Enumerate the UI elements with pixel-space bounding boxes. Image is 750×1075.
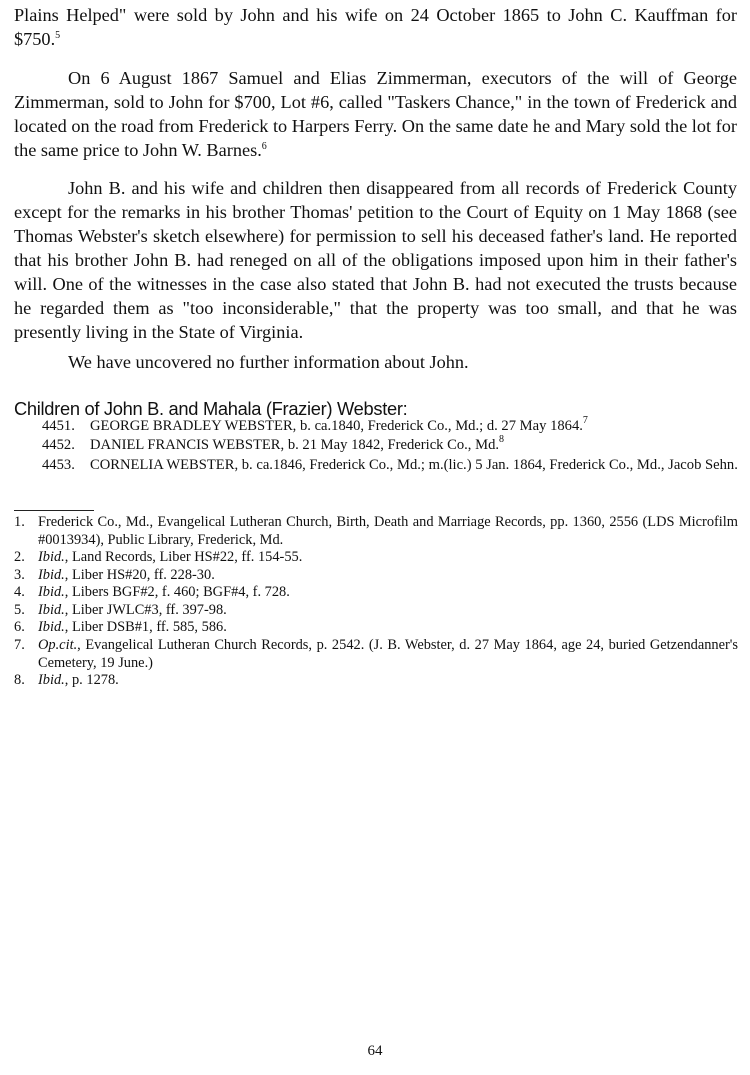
paragraph-zimmerman-sale [14,66,737,162]
footnote-body: , Land Records, Liber HS#22, ff. 154-55. [64,549,303,565]
footnote-number: 8. [14,672,25,688]
footnote-text [38,602,738,620]
footnote [14,619,738,637]
footnote [14,672,738,690]
footnote-text [38,514,738,549]
footnote [14,637,738,672]
child-entry [42,436,738,455]
child-number: 4453. [42,457,75,473]
footnote-abbrev: Ibid. [38,549,65,565]
footnote-abbrev: Ibid. [38,672,65,688]
footnote-number: 4. [14,584,25,600]
paragraph-text: On 6 August 1867 Samuel and Elias Zimmerman, executors of the will of George Zimmerman, sold to John for $700, Lot #6, called "Taskers Chance," in the town of Frederick and located on the road from Frederick to Harpers Ferry. On the same date he and Mary sold the lot for the same price to John W. Barnes. [14,68,737,160]
footnote-body: , p. 1278. [64,672,119,688]
footnote-body: , Evangelical Lutheran Church Records, p. 2542. (J. B. Webster, d. 27 May 1864, age 24, buried Getzendanner's Cemetery, 19 June.) [38,637,738,671]
footnote [14,549,738,567]
footnote-number: 5. [14,602,25,618]
footnote-ref: 5 [55,30,61,41]
footnote-number: 7. [14,637,25,653]
footnote-ref: 6 [261,141,267,152]
footnote-body: , Libers BGF#2, f. 460; BGF#4, f. 728. [64,584,290,600]
footnote-body: , Liber HS#20, ff. 228-30. [64,567,215,583]
footnote-body: , Liber DSB#1, ff. 585, 586. [64,619,227,635]
footnote-text [38,584,738,602]
footnote-ref: 7 [582,415,588,426]
footnote-abbrev: Ibid. [38,619,65,635]
footnote-divider [14,510,94,511]
child-number: 4452. [42,437,75,453]
footnote-text [38,549,738,567]
footnote-body: Frederick Co., Md., Evangelical Lutheran Church, Birth, Death and Marriage Records, pp. 1360, 2556 (LDS Microfilm #0013934), Public Library, Frederick, Md. [38,514,738,548]
footnote-number: 6. [14,619,25,635]
footnote-text [38,637,738,672]
child-entry [42,417,738,436]
paragraph-text: John B. and his wife and children then disappeared from all records of Frederick County except for the remarks in his brother Thomas' petition to the Court of Equity on 1 May 1868 (see Thomas Webster's sketch elsewhere) for permission to sell his deceased father's land. He reported that his brother John B. had reneged on all of the obligations imposed upon him in their father's will. One of the witnesses in the case also stated that John B. had not executed the trusts because he regarded them as "too inconsiderable," that the property was too small, and that he was presently living in the State of Virginia. [14,178,737,342]
footnote-abbrev: Ibid. [38,567,65,583]
paragraph-continued [14,3,737,51]
footnote-number: 2. [14,549,25,565]
footnote-abbrev: Ibid. [38,584,65,600]
child-entry [42,456,738,475]
footnote-body: , Liber JWLC#3, ff. 397-98. [64,602,227,618]
footnote [14,567,738,585]
children-heading: Children of John B. and Mahala (Frazier) Webster: [14,398,408,419]
page-number: 64 [367,1043,383,1059]
footnote [14,602,738,620]
footnote-ref: 8 [499,434,505,445]
child-number: 4451. [42,418,75,434]
paragraph-no-further-info [14,350,737,374]
footnote-abbrev: Ibid. [38,602,65,618]
paragraph-text: Plains Helped" were sold by John and his wife on 24 October 1865 to John C. Kauffman for $750. [14,5,737,49]
footnote-text [38,672,738,690]
footnote [14,514,738,549]
footnote-text [38,567,738,585]
paragraph-disappearance [14,176,737,344]
child-text: GEORGE BRADLEY WEBSTER, b. ca.1840, Frederick Co., Md.; d. 27 May 1864. [90,418,583,434]
child-text: CORNELIA WEBSTER, b. ca.1846, Frederick Co., Md.; m.(lic.) 5 Jan. 1864, Frederick Co., Md., Jacob Sehn. [90,457,738,473]
footnote [14,584,738,602]
footnote-number: 3. [14,567,25,583]
paragraph-text: We have uncovered no further information about John. [68,352,469,372]
child-text: DANIEL FRANCIS WEBSTER, b. 21 May 1842, Frederick Co., Md. [90,437,500,453]
footnote-number: 1. [14,514,25,530]
footnote-text [38,619,738,637]
footnote-abbrev: Op.cit. [38,637,78,653]
